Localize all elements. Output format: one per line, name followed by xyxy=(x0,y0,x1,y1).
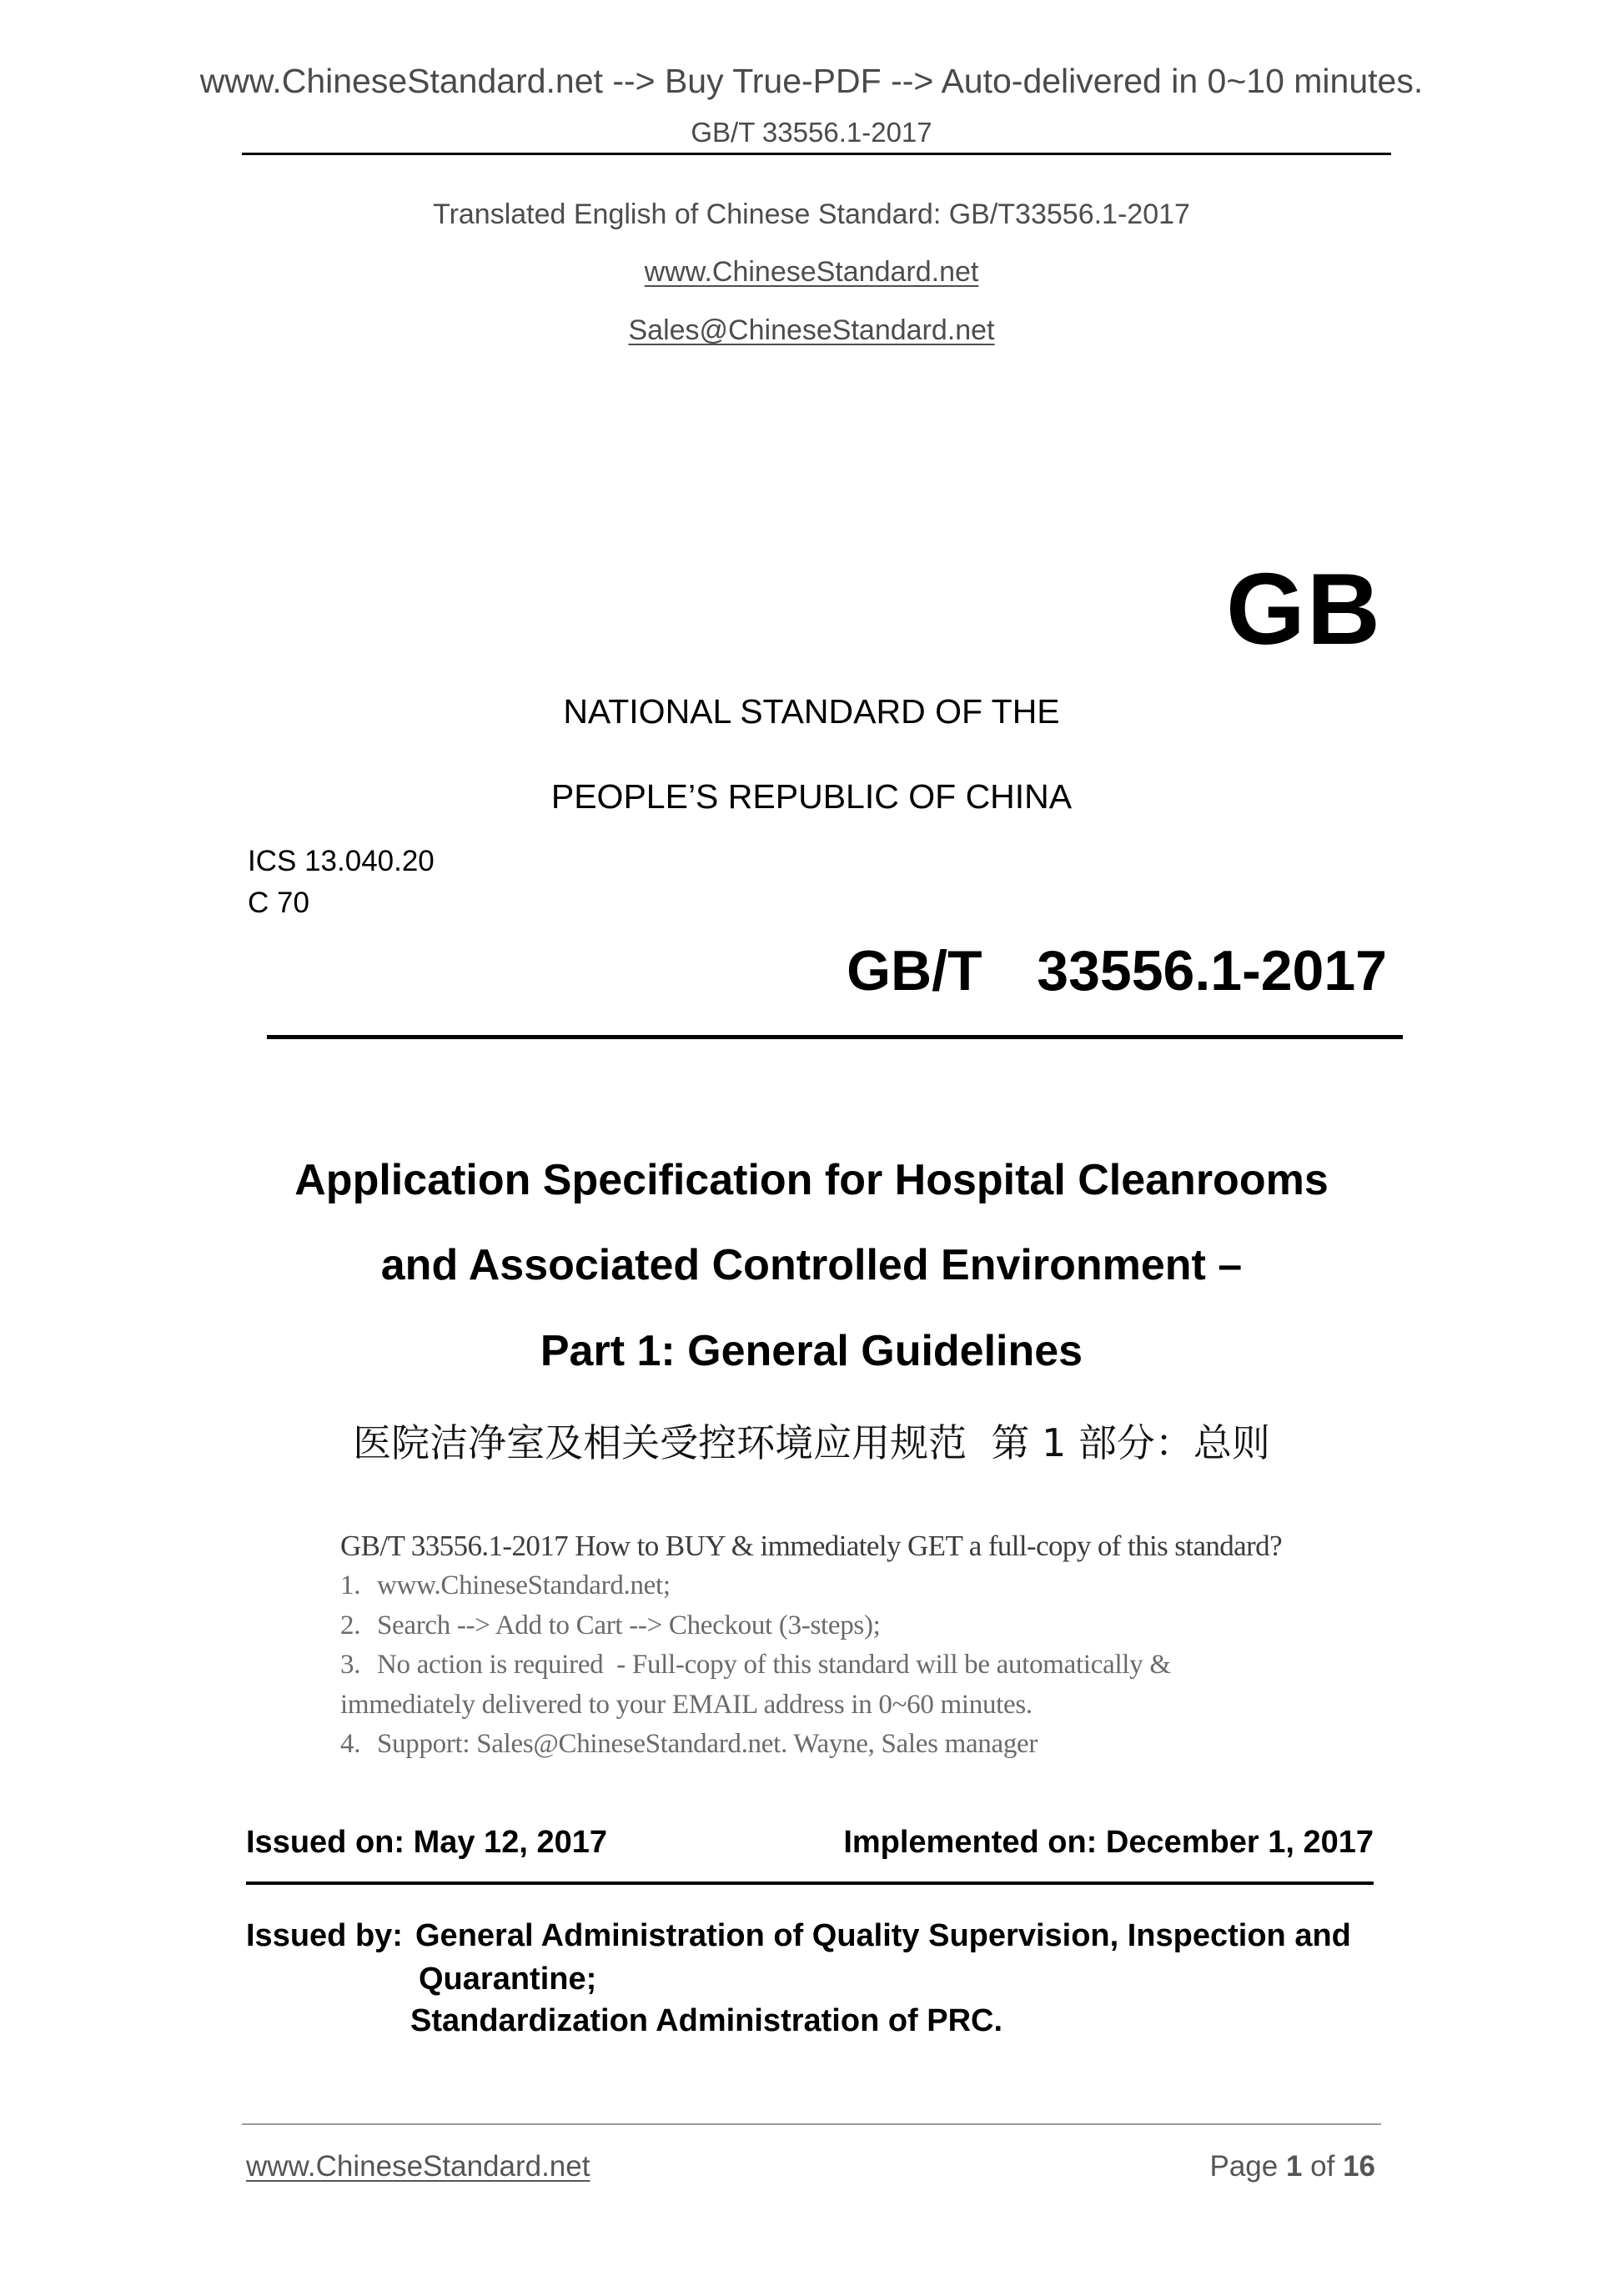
gb-mark: GB xyxy=(1226,552,1382,666)
issued-by-line-3: Standardization Administration of PRC. xyxy=(410,2003,1003,2038)
national-standard-line-2: PEOPLE’S REPUBLIC OF CHINA xyxy=(550,777,1073,816)
ccs-code: C 70 xyxy=(248,887,309,919)
buy-step-number: 2. xyxy=(340,1610,361,1640)
buy-step-text: Support: Sales@ChineseStandard.net. Wayne, Sales manager xyxy=(377,1729,1038,1759)
buy-step-4 xyxy=(340,1725,1282,1765)
page-of: of xyxy=(1302,2150,1344,2183)
issued-on-date: Issued on: May 12, 2017 xyxy=(246,1825,607,1860)
site-link[interactable]: www.ChineseStandard.net xyxy=(644,256,979,288)
buy-step-text[interactable]: www.ChineseStandard.net; xyxy=(377,1570,671,1600)
buy-step-2 xyxy=(340,1606,1282,1646)
standard-number-divider xyxy=(267,1035,1403,1039)
title-line-3: Part 1: General Guidelines xyxy=(540,1327,1083,1375)
title-line-1: Application Specification for Hospital Cleanrooms xyxy=(294,1156,1329,1204)
issued-by-label: Issued by: xyxy=(246,1918,403,1953)
footer-site-link-row xyxy=(246,2150,590,2183)
title-chinese: 医院洁净室及相关受控环境应用规范 第 1 部分：总则 xyxy=(353,1420,1270,1465)
sales-email-link[interactable]: Sales@ChineseStandard.net xyxy=(628,314,995,346)
buy-step-number: 1. xyxy=(340,1570,361,1600)
buy-step-1 xyxy=(340,1566,1282,1606)
page-indicator xyxy=(1209,2150,1375,2183)
ics-code: ICS 13.040.20 xyxy=(248,845,435,877)
page-current: 1 xyxy=(1285,2150,1303,2183)
buy-step-3 xyxy=(340,1645,1282,1686)
buy-step-number: 3. xyxy=(340,1650,361,1680)
footer-divider xyxy=(242,2123,1381,2125)
translated-notice: Translated English of Chinese Standard: GB/T33556.1-2017 xyxy=(433,198,1190,230)
top-banner: www.ChineseStandard.net --> Buy True-PDF --> Auto-delivered in 0~10 minutes. xyxy=(199,62,1424,100)
site-link-row xyxy=(0,256,1623,289)
dates-divider xyxy=(246,1882,1374,1885)
header-divider xyxy=(242,153,1391,155)
standard-number: GB/T 33556.1-2017 xyxy=(847,939,1387,1002)
national-standard-line-1: NATIONAL STANDARD OF THE xyxy=(563,692,1060,731)
page-total: 16 xyxy=(1343,2150,1375,2183)
how-to-buy-heading: GB/T 33556.1-2017 How to BUY & immediately GET a full-copy of this standard? xyxy=(340,1530,1283,1562)
header-standard-code: GB/T 33556.1-2017 xyxy=(691,117,932,148)
buy-step-3-continued: immediately delivered to your EMAIL address in 0~60 minutes. xyxy=(340,1689,1033,1720)
page-prefix: Page xyxy=(1209,2150,1286,2183)
buy-step-text: No action is required - Full-copy of this standard will be automatically & xyxy=(377,1650,1171,1680)
issued-by-line-1: General Administration of Quality Supervision, Inspection and xyxy=(415,1918,1351,1953)
how-to-buy-box xyxy=(340,1526,1282,1765)
buy-step-text: Search --> Add to Cart --> Checkout (3-steps); xyxy=(377,1610,881,1640)
implemented-on-date: Implemented on: December 1, 2017 xyxy=(843,1825,1374,1860)
footer-site-link[interactable]: www.ChineseStandard.net xyxy=(246,2150,590,2183)
title-line-2: and Associated Controlled Environment – xyxy=(380,1241,1243,1289)
buy-step-number: 4. xyxy=(340,1729,361,1759)
sales-link-row xyxy=(0,314,1623,347)
issued-by-line-2: Quarantine; xyxy=(419,1962,597,1997)
